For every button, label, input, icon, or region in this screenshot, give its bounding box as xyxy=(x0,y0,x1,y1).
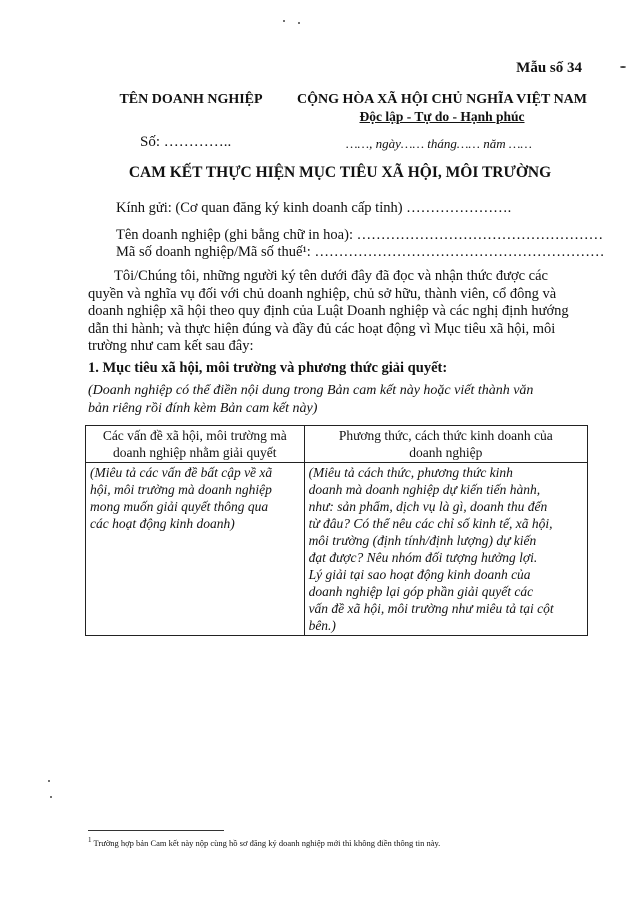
recipient-line: Kính gửi: (Cơ quan đăng ký kinh doanh cấp tỉnh) …………………. xyxy=(116,200,512,216)
cell-line: vấn đề xã hội, môi trường như miêu tả tại cột xyxy=(308,601,554,616)
document-date: ……, ngày…… tháng…… năm …… xyxy=(346,136,532,151)
footnote-text: Trường hợp bản Cam kết này nộp cùng hồ sơ đăng ký doanh nghiệp mới thì không điền thông tin này. xyxy=(93,837,441,848)
cell-line: doanh nghiệp lại góp phần giải quyết các xyxy=(308,584,534,599)
document-number: Số: ………….. xyxy=(140,134,232,150)
table-row xyxy=(86,463,588,636)
footnote-divider xyxy=(88,830,224,831)
scan-speck xyxy=(48,780,50,782)
national-motto: Độc lập - Tự do - Hạnh phúc xyxy=(359,109,525,124)
paragraph-line: trường như cam kết sau đây: xyxy=(88,338,254,354)
section-heading: 1. Mục tiêu xã hội, môi trường và phương thức giải quyết: xyxy=(88,360,448,376)
cell-line: (Miêu tả cách thức, phương thức kinh xyxy=(308,465,513,480)
scan-speck xyxy=(298,22,300,24)
issues-description-cell xyxy=(86,463,305,636)
header-line: doanh nghiệp xyxy=(409,445,483,460)
cell-line: Lý giải tại sao hoạt động kinh doanh của xyxy=(308,567,531,582)
cell-line: mong muốn giải quyết thông qua xyxy=(90,499,269,514)
cell-line: (Miêu tả các vấn đề bất cập về xã xyxy=(90,465,273,480)
note-line: (Doanh nghiệp có thể điền nội dung trong Bản cam kết này hoặc viết thành văn xyxy=(88,383,534,398)
header-cell-methods xyxy=(304,426,587,463)
paragraph-line: doanh nghiệp xã hội theo quy định của Luật Doanh nghiệp và các nghị định hướng xyxy=(88,303,569,319)
paragraph-line: dẫn thi hành; và thực hiện đúng và đầy đủ các hoạt động vì Mục tiêu xã hội, môi xyxy=(88,320,556,337)
cell-line: bên.) xyxy=(308,618,336,633)
paragraph-line: Tôi/Chúng tôi, những người ký tên dưới đây đã đọc và nhận thức được các xyxy=(114,268,548,284)
cell-line: hội, môi trường mà doanh nghiệp xyxy=(90,482,272,497)
paragraph-line: quyền và nghĩa vụ đối với chủ doanh nghiệp, chủ sở hữu, thành viên, cổ đông và xyxy=(88,285,557,302)
header-line: doanh nghiệp nhằm giải quyết xyxy=(113,445,277,460)
form-number: Mẫu số 34 xyxy=(516,60,582,76)
company-name-label: TÊN DOANH NGHIỆP xyxy=(119,92,263,107)
methods-description-cell xyxy=(304,463,587,636)
header-line: Các vấn đề xã hội, môi trường mà xyxy=(102,428,287,443)
header-cell-issues xyxy=(86,426,305,463)
table-header-row xyxy=(86,426,588,463)
section-note xyxy=(88,382,588,418)
cell-line: môi trường (định tính/định lượng) dự kiến xyxy=(308,533,537,548)
company-name-field: Tên doanh nghiệp (ghi bằng chữ in hoa): …………………………………………… xyxy=(116,227,604,243)
scan-speck xyxy=(283,20,285,22)
commitment-paragraph xyxy=(88,268,588,356)
cell-line: từ đâu? Có thể nêu các chỉ số kinh tế, xã hội, xyxy=(308,516,553,531)
commitment-table xyxy=(85,425,588,636)
footnote xyxy=(88,836,440,848)
scan-speck xyxy=(50,796,52,798)
republic-heading: CỘNG HÒA XÃ HỘI CHỦ NGHĨA VIỆT NAM xyxy=(296,92,587,107)
cell-line: như: sản phẩm, dịch vụ là gì, doanh thu đến xyxy=(308,499,548,514)
cell-line: doanh mà doanh nghiệp dự kiến tiến hành, xyxy=(308,482,541,497)
document-title: CAM KẾT THỰC HIỆN MỤC TIÊU XÃ HỘI, MÔI TRƯỜNG xyxy=(128,164,552,181)
tax-code-field: Mã số doanh nghiệp/Mã số thuế¹: …………………………………………………… xyxy=(116,244,605,260)
scan-speck xyxy=(620,66,626,68)
footnote-mark: 1 xyxy=(88,836,92,844)
cell-line: các hoạt động kinh doanh) xyxy=(90,516,235,531)
header-line: Phương thức, cách thức kinh doanh của xyxy=(338,428,553,443)
note-line: bản riêng rồi đính kèm Bản cam kết này) xyxy=(88,401,318,416)
cell-line: đạt được? Nêu nhóm đối tượng hưởng lợi. xyxy=(308,550,538,565)
